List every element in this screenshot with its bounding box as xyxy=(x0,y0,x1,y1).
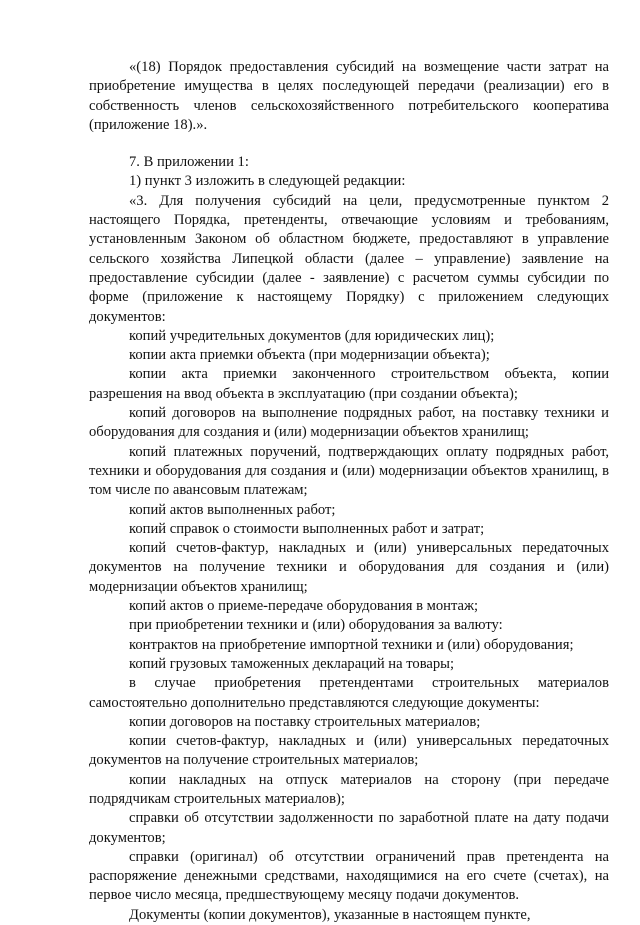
list-item: копий грузовых таможенных деклараций на товары; xyxy=(129,655,455,672)
list-item: контрактов на приобретение импортной техники и (или) оборудования; xyxy=(129,636,574,653)
paragraph-documents: Документы (копии документов), указанные в настоящем пункте, xyxy=(129,906,531,923)
paragraph-item-18: «(18) Порядок предоставления субсидий на возмещение части затрат на приобретение имущества в целях последующей передачи (реализации) его в собственность членов сельскохозяйственного потребительского кооператива (приложение 18).». xyxy=(89,59,609,133)
list-item: копий учредительных документов (для юридических лиц); xyxy=(129,327,495,344)
paragraph-section-7: 7. В приложении 1: xyxy=(129,154,249,171)
document-page xyxy=(89,58,609,925)
list-item: копии счетов-фактур, накладных и (или) универсальных передаточных документов на получение строительных материалов; xyxy=(89,733,609,769)
paragraph-spacer xyxy=(89,135,609,153)
list-item: справки (оригинал) об отсутствии ограничений прав претендента на распоряжение денежными средствами, находящимися на его счете (счетах), на первое число месяца, предшествующему месяцу подачи документов. xyxy=(89,848,609,904)
list-item: копии акта приемки объекта (при модернизации объекта); xyxy=(129,347,490,364)
list-item: копии договоров на поставку строительных материалов; xyxy=(129,713,481,730)
list-item: справки об отсутствии задолженности по заработной плате на дату подачи документов; xyxy=(89,810,609,846)
list-item: копии акта приемки законченного строительством объекта, копии разрешения на ввод объекта в эксплуатацию (при создании объекта); xyxy=(89,366,609,402)
list-item: в случае приобретения претендентами строительных материалов самостоятельно дополнительно представляются следующие документы: xyxy=(89,675,609,711)
list-item: копий платежных поручений, подтверждающих оплату подрядных работ, техники и оборудования для создания и (или) модернизации объектов хранилищ, в том числе по авансовым платежам; xyxy=(89,443,609,499)
list-item: копии накладных на отпуск материалов на сторону (при передаче подрядчикам строительных материалов); xyxy=(89,771,609,807)
list-item: копий актов выполненных работ; xyxy=(129,501,336,518)
paragraph-point-1: 1) пункт 3 изложить в следующей редакции: xyxy=(129,173,406,190)
list-item: при приобретении техники и (или) оборудования за валюту: xyxy=(129,617,503,634)
list-item: копий справок о стоимости выполненных работ и затрат; xyxy=(129,520,485,537)
paragraph-clause-3: «3. Для получения субсидий на цели, предусмотренные пунктом 2 настоящего Порядка, претенденты, отвечающие условиям и требованиям, установленным Законом об областном бюджете, предоставляют в управление сельского хозяйства Липецкой области (далее – управление) заявление на предоставление субсидии (далее - заявление) с расчетом суммы субсидии по форме (приложение к настоящему Порядку) с приложением следующих документов: xyxy=(89,192,609,325)
list-item: копий актов о приеме-передаче оборудования в монтаж; xyxy=(129,598,479,615)
list-item: копий договоров на выполнение подрядных работ, на поставку техники и оборудования для создания и (или) модернизации объектов хранилищ; xyxy=(89,405,609,441)
list-item: копий счетов-фактур, накладных и (или) универсальных передаточных документов на получение техники и оборудования для создания и (или) модернизации объектов хранилищ; xyxy=(89,540,609,595)
